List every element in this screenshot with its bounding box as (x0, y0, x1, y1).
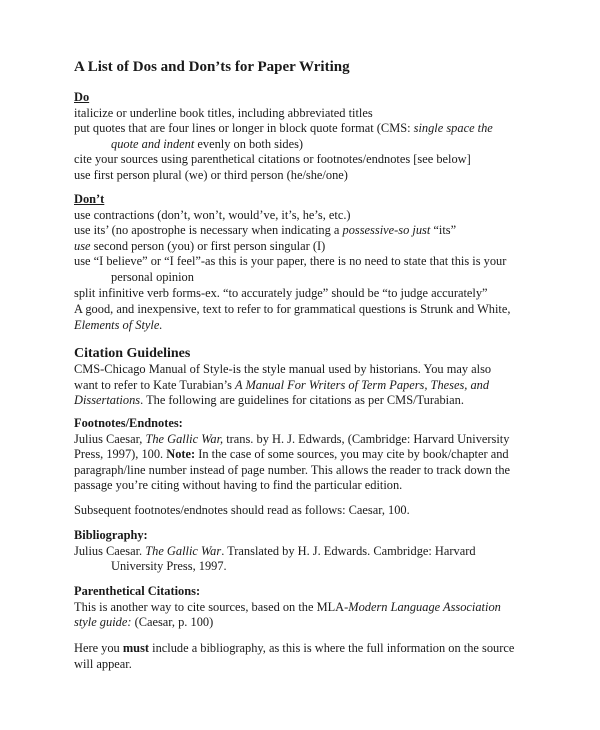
subsequent-footnotes: Subsequent footnotes/endnotes should read as follows: Caesar, 100. (74, 503, 410, 517)
do-item-1: italicize or underline book titles, including abbreviated titles (74, 105, 373, 120)
closing-paragraph: Here you must include a bibliography, as this is where the full information on the source will appear. (74, 641, 515, 671)
reference-book-title: Elements of Style. (74, 317, 163, 332)
dont-item-4: use “I believe” or “I feel”-as this is your paper, there is no need to state that this is your (74, 254, 507, 269)
footnotes-heading: Footnotes/Endnotes: (74, 416, 183, 430)
do-item-2: put quotes that are four lines or longer in block quote format (CMS: single space the (74, 121, 493, 136)
reference-paragraph: A good, and inexpensive, text to refer to for grammatical questions is Strunk and White, Elements of Style. (74, 302, 594, 333)
dont-item-3: use second person (you) or first person singular (I) (74, 238, 326, 253)
footnotes-section: Footnotes/Endnotes: Julius Caesar, The Gallic War, trans. by H. J. Edwards, (Cambridge: Harvard University Press, 1997), 100. Note: In the case of some sources, you may cite by book/chapter and paragraph/line number instead of page number. This allows the reader to track down the passage you’re citing without having to find the particular edition. (74, 416, 594, 494)
do-heading: Do (74, 90, 90, 104)
dont-item-1: use contractions (don’t, won’t, would’ve, it’s, he’s, etc.) (74, 207, 351, 222)
dont-heading: Don’t (74, 192, 105, 206)
dont-item-2: use its’ (no apostrophe is necessary when indicating a possessive-so just “its” (74, 223, 457, 238)
dont-item-4-cont: personal opinion (111, 269, 194, 284)
parenthetical-heading: Parenthetical Citations: (74, 584, 201, 598)
do-item-4: use first person plural (we) or third person (he/she/one) (74, 167, 348, 182)
citation-heading: Citation Guidelines (74, 346, 191, 361)
citation-section: Citation Guidelines CMS-Chicago Manual of Style-is the style manual used by historians. You may also want to refer to Kate Turabian’s A Manual For Writers of Term Papers, Theses, and Dissertations. The following are guidelines for citations as per CMS/Turabian. (74, 345, 594, 409)
do-item-2-cont: quote and indent evenly on both sides) (111, 136, 304, 151)
bibliography-heading: Bibliography: (74, 528, 148, 542)
dont-item-5: split infinitive verb forms-ex. “to accurately judge” should be “to judge accurately” (74, 285, 488, 300)
parenthetical-section: Parenthetical Citations: This is another way to cite sources, based on the MLA-Modern Language Association style guide: (Caesar, p. 100) (74, 584, 594, 631)
do-section (74, 90, 594, 184)
do-item-3: cite your sources using parenthetical citations or footnotes/endnotes [see below] (74, 152, 471, 167)
dont-section (74, 192, 594, 301)
page-title: A List of Dos and Don’ts for Paper Writing (74, 59, 350, 75)
bibliography-section: Bibliography: Julius Caesar. The Gallic War. Translated by H. J. Edwards. Cambridge: Harvard University Press, 1997. (74, 528, 594, 575)
